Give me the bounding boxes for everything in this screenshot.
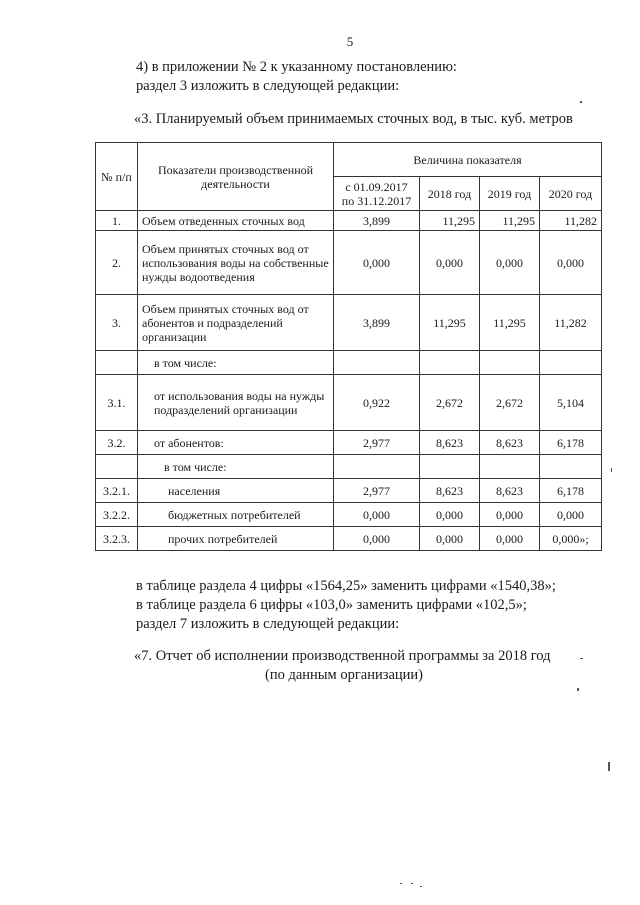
row-name: в том числе:	[138, 351, 334, 375]
row-value: 11,282	[540, 211, 602, 231]
row-value: 6,178	[540, 479, 602, 503]
header-2020: 2020 год	[540, 177, 602, 211]
row-num: 3.2.1.	[96, 479, 138, 503]
row-value: 2,977	[334, 431, 420, 455]
row-value: 2,977	[334, 479, 420, 503]
table-row	[96, 295, 602, 351]
row-value: 11,282	[540, 295, 602, 351]
row-value: 11,295	[480, 295, 540, 351]
row-value: 0,000	[480, 527, 540, 551]
row-value: 2,672	[480, 375, 540, 431]
row-value: 0,000	[420, 231, 480, 295]
amendment-line-2: в таблице раздела 6 цифры «103,0» заменить цифрами «102,5»;	[136, 597, 527, 613]
row-num: 3.2.	[96, 431, 138, 455]
row-value	[540, 351, 602, 375]
scan-speck	[580, 658, 583, 659]
row-name: населения	[138, 479, 334, 503]
intro-line-2: раздел 3 изложить в следующей редакции:	[136, 78, 400, 94]
row-name: Объем принятых сточных вод от использования воды на собственные нужды водоотведения	[138, 231, 334, 295]
row-value: 8,623	[480, 431, 540, 455]
header-num: № п/п	[96, 143, 138, 211]
row-num: 3.2.2.	[96, 503, 138, 527]
row-name: Объем принятых сточных вод от абонентов и подразделений организации	[138, 295, 334, 351]
row-value: 0,000	[334, 527, 420, 551]
row-value: 0,922	[334, 375, 420, 431]
table-row	[96, 455, 602, 479]
table-row	[96, 527, 602, 551]
wastewater-volume-table	[95, 142, 602, 551]
row-value: 2,672	[420, 375, 480, 431]
table-row	[96, 431, 602, 455]
row-value	[420, 455, 480, 479]
header-value-group: Величина показателя	[334, 143, 602, 177]
row-name: от абонентов:	[138, 431, 334, 455]
row-num	[96, 455, 138, 479]
row-value	[480, 455, 540, 479]
row-value: 0,000	[334, 503, 420, 527]
scan-speck	[420, 886, 422, 887]
header-2019: 2019 год	[480, 177, 540, 211]
row-value	[334, 455, 420, 479]
row-num: 3.2.3.	[96, 527, 138, 551]
scan-speck	[577, 688, 579, 691]
row-value: 0,000	[540, 503, 602, 527]
scan-speck	[411, 883, 413, 884]
row-value: 3,899	[334, 295, 420, 351]
row-value: 0,000	[540, 231, 602, 295]
section-7-title: «7. Отчет об исполнении производственной программы за 2018 год	[134, 648, 551, 664]
table-row	[96, 351, 602, 375]
table-row	[96, 375, 602, 431]
row-value: 11,295	[420, 295, 480, 351]
row-value: 0,000	[334, 231, 420, 295]
row-value: 0,000	[480, 503, 540, 527]
page-number: 5	[346, 34, 354, 49]
row-value	[420, 351, 480, 375]
scan-speck	[608, 762, 610, 771]
row-value: 8,623	[480, 479, 540, 503]
row-value: 0,000	[420, 503, 480, 527]
row-value: 5,104	[540, 375, 602, 431]
section-7-subtitle: (по данным организации)	[265, 667, 424, 683]
scan-speck	[400, 883, 402, 884]
row-num: 3.	[96, 295, 138, 351]
row-value: 8,623	[420, 479, 480, 503]
section-3-title: «3. Планируемый объем принимаемых сточных вод, в тыс. куб. метров	[134, 111, 573, 127]
amendment-line-1: в таблице раздела 4 цифры «1564,25» заменить цифрами «1540,38»;	[136, 578, 556, 594]
row-value: 3,899	[334, 211, 420, 231]
row-num: 3.1.	[96, 375, 138, 431]
row-value: 0,000	[420, 527, 480, 551]
row-num: 2.	[96, 231, 138, 295]
row-value	[480, 351, 540, 375]
row-value: 0,000»;	[540, 527, 602, 551]
row-value: 8,623	[420, 431, 480, 455]
row-name: от использования воды на нужды подразделений организации	[138, 375, 334, 431]
table-row	[96, 479, 602, 503]
row-value: 11,295	[480, 211, 540, 231]
row-value	[540, 455, 602, 479]
row-name: бюджетных потребителей	[138, 503, 334, 527]
table-row	[96, 231, 602, 295]
row-value: 11,295	[420, 211, 480, 231]
row-name: в том числе:	[138, 455, 334, 479]
intro-line-1: 4) в приложении № 2 к указанному постановлению:	[136, 59, 457, 75]
header-2018: 2018 год	[420, 177, 480, 211]
row-num: 1.	[96, 211, 138, 231]
row-value: 6,178	[540, 431, 602, 455]
row-value: 0,000	[480, 231, 540, 295]
table-row	[96, 503, 602, 527]
scan-speck	[611, 468, 612, 472]
row-value	[334, 351, 420, 375]
scan-speck	[580, 101, 582, 103]
amendment-line-3: раздел 7 изложить в следующей редакции:	[136, 616, 400, 632]
table-row	[96, 211, 602, 231]
row-num	[96, 351, 138, 375]
row-name: прочих потребителей	[138, 527, 334, 551]
header-period-2017: с 01.09.2017 по 31.12.2017	[334, 177, 420, 211]
row-name: Объем отведенных сточных вод	[138, 211, 334, 231]
header-indicators: Показатели производственной деятельности	[138, 143, 334, 211]
